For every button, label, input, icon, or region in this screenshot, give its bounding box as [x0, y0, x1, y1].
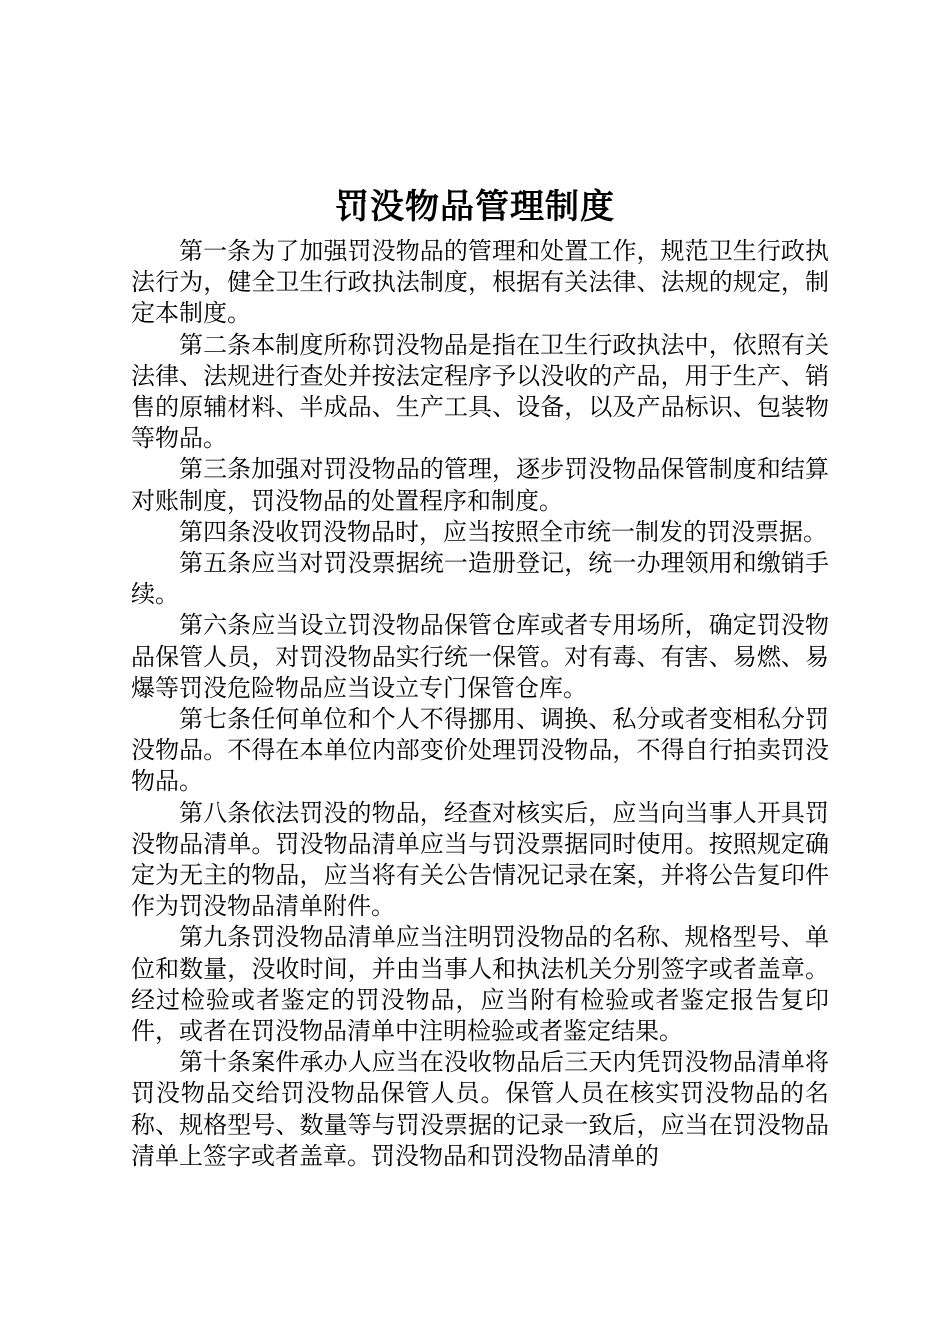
- article-7: 第七条任何单位和个人不得挪用、调换、私分或者变相私分罚没物品。不得在本单位内部变价处理罚没物品，不得自行拍卖罚没物品。: [131, 705, 829, 796]
- article-1: 第一条为了加强罚没物品的管理和处置工作，规范卫生行政执法行为，健全卫生行政执法制度，根据有关法律、法规的规定，制定本制度。: [131, 237, 829, 328]
- article-10: 第十条案件承办人应当在没收物品后三天内凭罚没物品清单将罚没物品交给罚没物品保管人员。保管人员在核实罚没物品的名称、规格型号、数量等与罚没票据的记录一致后，应当在罚没物品清单上签字或者盖章。罚没物品和罚没物品清单的: [131, 1048, 829, 1170]
- article-6: 第六条应当设立罚没物品保管仓库或者专用场所，确定罚没物品保管人员，对罚没物品实行统一保管。对有毒、有害、易燃、易爆等罚没危险物品应当设立专门保管仓库。: [131, 611, 829, 702]
- article-4: 第四条没收罚没物品时，应当按照全市统一制发的罚没票据。: [179, 517, 827, 546]
- document-body: [131, 236, 829, 1172]
- article-9: 第九条罚没物品清单应当注明罚没物品的名称、规格型号、单位和数量，没收时间，并由当事人和执法机关分别签字或者盖章。经过检验或者鉴定的罚没物品，应当附有检验或者鉴定报告复印件，或者在罚没物品清单中注明检验或者鉴定结果。: [131, 923, 829, 1046]
- article-8: 第八条依法罚没的物品，经查对核实后，应当向当事人开具罚没物品清单。罚没物品清单应当与罚没票据同时使用。按照规定确定为无主的物品，应当将有关公告情况记录在案，并将公告复印件作为罚没物品清单附件。: [131, 798, 829, 921]
- article-5: 第五条应当对罚没票据统一造册登记，统一办理领用和缴销手续。: [131, 549, 829, 609]
- document-title: 罚没物品管理制度: [335, 187, 615, 227]
- article-2: 第二条本制度所称罚没物品是指在卫生行政执法中，依照有关法律、法规进行查处并按法定程序予以没收的产品，用于生产、销售的原辅材料、半成品、生产工具、设备，以及产品标识、包装物等物品。: [131, 330, 829, 453]
- article-3: 第三条加强对罚没物品的管理，逐步罚没物品保管制度和结算对账制度，罚没物品的处置程序和制度。: [131, 455, 829, 515]
